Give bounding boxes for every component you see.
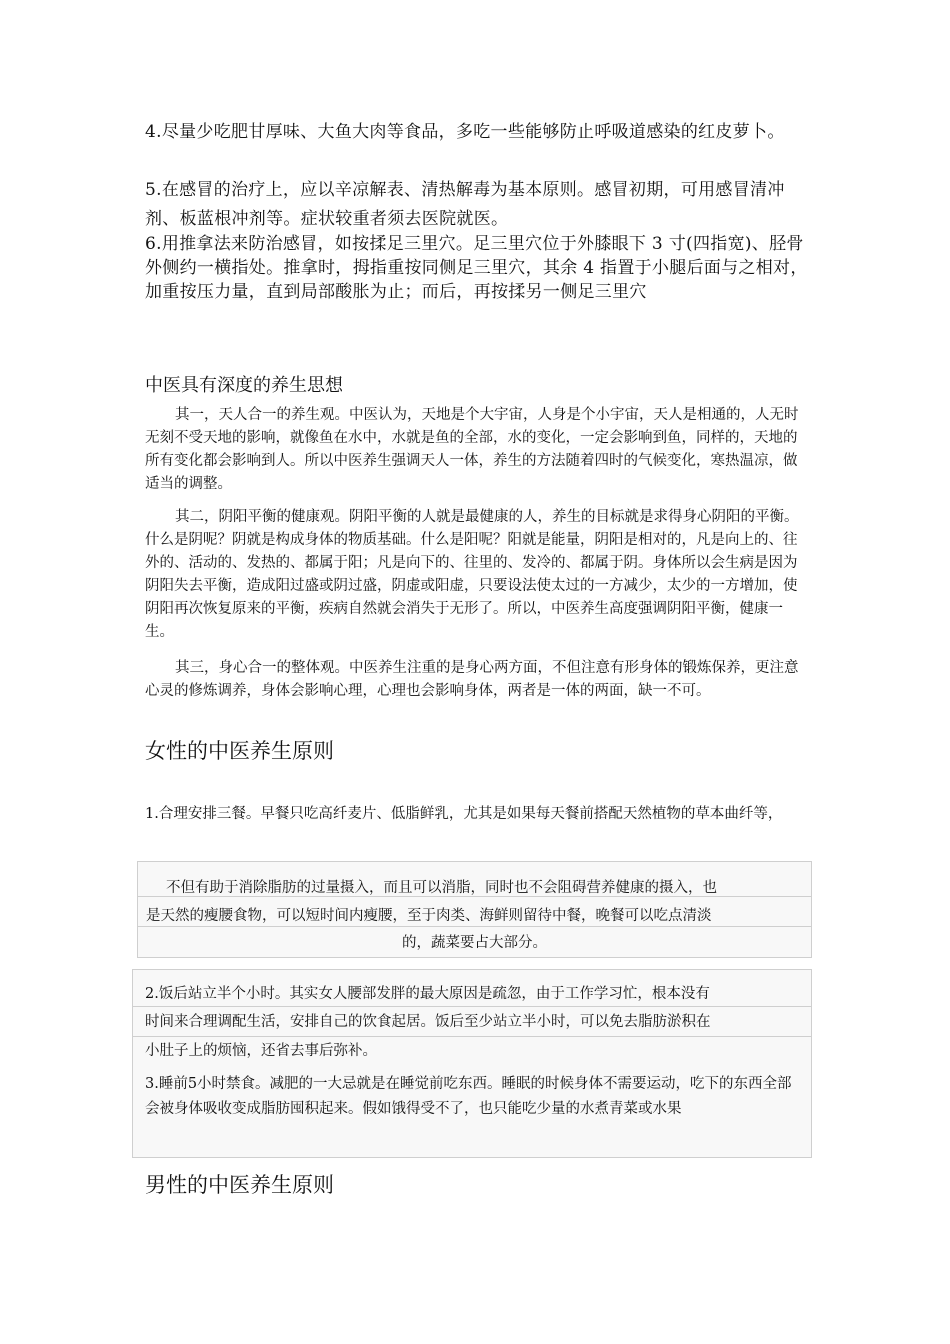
box1-line-1: 不但有助于消除脂肪的过量摄入，而且可以消脂，同时也不会阻碍营养健康的摄入，也	[166, 880, 717, 896]
paragraph-3: 其三，身心合一的整体观。中医养生注重的是身心两方面，不但注意有形身体的锻炼保养，更注意心灵的修炼调养，身体会影响心理，心理也会影响身体，两者是一体的两面，缺一不可。	[145, 660, 799, 699]
paragraph-1: 其一，天人合一的养生观。中医认为，天地是个大宇宙，人身是个小宇宙，天人是相通的，人无时无刻不受天地的影响，就像鱼在水中，水就是鱼的全部，水的变化，一定会影响到鱼，同样的，天地的所有变化都会影响到人。所以中医养生强调天人一体，养生的方法随着四时的气候变化，寒热温凉，做适当的调整。	[145, 407, 799, 492]
box2-line-3: 小肚子上的烦恼，还省去事后弥补。	[145, 1043, 377, 1059]
highlight-box-2	[132, 969, 812, 1158]
section-title-female: 女性的中医养生原则	[145, 739, 334, 763]
box2-line-2: 时间来合理调配生活，安排自己的饮食起居。饭后至少站立半小时，可以免去脂肪淤积在	[145, 1014, 711, 1030]
highlight-box-1	[137, 861, 812, 958]
box2-line-1: 2.饭后站立半个小时。其实女人腰部发胖的最大原因是疏忽，由于工作学习忙，根本没有	[145, 986, 710, 1002]
female-item-1: 1.合理安排三餐。早餐只吃高纤麦片、低脂鲜乳，尤其是如果每天餐前搭配天然植物的草本曲纤等，	[145, 806, 783, 822]
female-item-3: 3.睡前5小时禁食。减肥的一大忌就是在睡觉前吃东西。睡眠的时候身体不需要运动，吃下的东西全部会被身体吸收变成脂肪囤积起来。假如饿得受不了，也只能吃少量的水煮青菜或水果	[145, 1076, 792, 1117]
tip-4: 4.尽量少吃肥甘厚味、大鱼大肉等食品，多吃一些能够防止呼吸道感染的红皮萝卜。	[145, 122, 785, 142]
section-title-male: 男性的中医养生原则	[145, 1173, 334, 1197]
box1-line-3: 的，蔬菜要占大部分。	[402, 935, 547, 951]
paragraph-2: 其二，阴阳平衡的健康观。阴阳平衡的人就是最健康的人，养生的目标就是求得身心阴阳的平衡。什么是阴呢？阴就是构成身体的物质基础。什么是阳呢？阳就是能量，阴阳是相对的，凡是向上的、往外的、活动的、发热的、都属于阳；凡是向下的、往里的、发冷的、都属于阴。身体所以会生病是因为阴阳失去平衡，造成阳过盛或阴过盛，阴虚或阳虚，只要设法使太过的一方减少，太少的一方增加，使阴阳再次恢复原来的平衡，疾病自然就会消失于无形了。所以，中医养生高度强调阴阳平衡，健康一生。	[145, 509, 799, 640]
tip-5: 5.在感冒的治疗上，应以辛凉解表、清热解毒为基本原则。感冒初期，可用感冒清冲剂、板蓝根冲剂等。症状较重者须去医院就医。	[145, 180, 785, 229]
tip-6: 6.用推拿法来防治感冒，如按揉足三里穴。足三里穴位于外膝眼下 3 寸(四指宽)、胫骨外侧约一横指处。推拿时，拇指重按同侧足三里穴，其余 4 指置于小腿后面与之相对，加重按压力量，直到局部酸胀为止；而后，再按揉另一侧足三里穴	[145, 234, 808, 302]
box1-line-2: 是天然的瘦腰食物，可以短时间内瘦腰，至于肉类、海鲜则留待中餐，晚餐可以吃点清淡	[146, 908, 712, 924]
section-title-deep: 中医具有深度的养生思想	[145, 375, 343, 396]
